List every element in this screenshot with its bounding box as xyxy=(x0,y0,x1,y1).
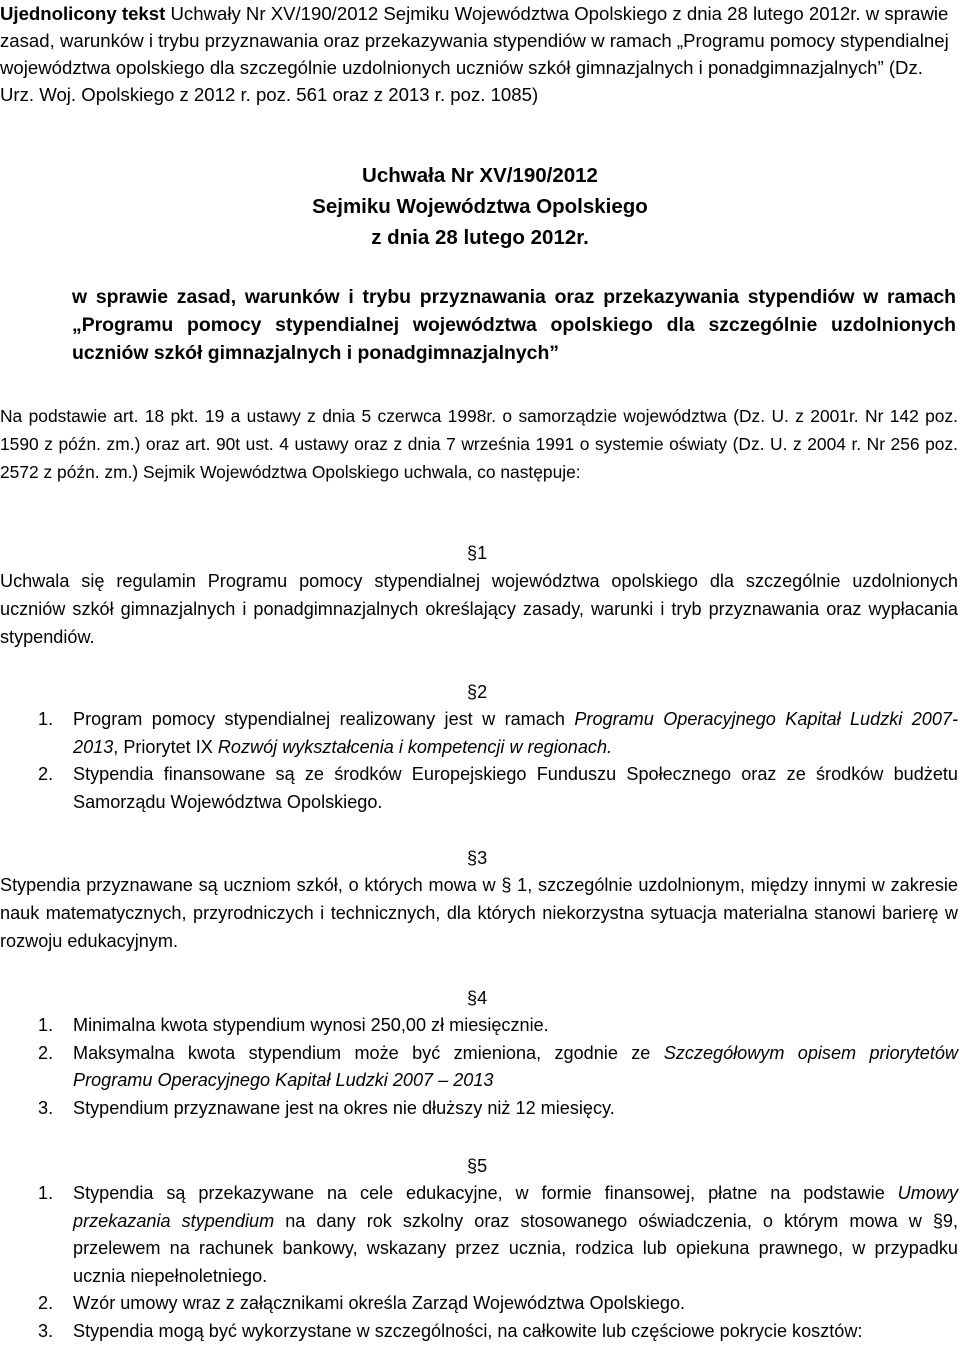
item-number: 2. xyxy=(38,1042,54,1063)
item-number: 1. xyxy=(38,1015,54,1035)
list-item xyxy=(0,761,958,816)
item-number: 2. xyxy=(38,1293,54,1313)
section-heading-3 xyxy=(467,846,487,870)
item-text: Stypendia finansowane są ze środków Europejskiego Funduszu Społecznego oraz ze środków budżetu Samorządu Województwa Opolskiego. xyxy=(73,764,958,812)
section-2-list xyxy=(0,706,958,816)
item-number: 1. xyxy=(38,1183,54,1203)
header-bold-label: Ujednolicony tekst xyxy=(0,3,166,24)
section-5-list xyxy=(0,1180,958,1345)
section-heading-2 xyxy=(467,680,487,704)
item-text-italic: Umowy przekazania stypendium xyxy=(73,1183,958,1231)
item-text: Stypendia mogą być wykorzystane w szczególności, na całkowite lub częściowe pokrycie kosztów: xyxy=(73,1320,863,1341)
section-number: 4 xyxy=(477,988,488,1008)
section-number: 2 xyxy=(477,682,488,702)
item-number: 1. xyxy=(38,709,54,729)
list-item xyxy=(0,1180,958,1290)
item-text-italic: Rozwój wykształcenia i kompetencji w regionach. xyxy=(217,736,613,757)
list-item xyxy=(0,1095,958,1123)
list-item xyxy=(0,1318,958,1346)
consolidated-text-header xyxy=(0,0,952,108)
item-text: Maksymalna kwota stypendium może być zmieniona, zgodnie ze xyxy=(73,1042,664,1063)
resolution-title: Uchwała Nr XV/190/2012 xyxy=(362,164,598,187)
item-text: Stypendium przyznawane jest na okres nie dłuższy niż 12 miesięcy. xyxy=(73,1097,615,1118)
section-symbol: § xyxy=(467,1156,478,1176)
section-symbol: § xyxy=(467,543,478,563)
item-text: Wzór umowy wraz z załącznikami określa Zarząd Województwa Opolskiego. xyxy=(73,1293,686,1313)
resolution-authority: Sejmiku Województwa Opolskiego xyxy=(312,195,648,218)
item-text-italic: Programu Operacyjnego Kapitał Ludzki 2007- 2013 xyxy=(73,709,958,757)
item-text-italic: Szczegółowym opisem priorytetów Programu Operacyjnego Kapitał Ludzki 2007 – 2013 xyxy=(73,1042,958,1090)
list-item xyxy=(0,1040,958,1095)
section-3-text: Stypendia przyznawane są uczniom szkół, o których mowa w § 1, szczególnie uzdolnionym, między innymi w zakresie nauk matematycznych, przyrodniczych i technicznych, dla których niekorzystna sytuacja materialna stanowi barierę w rozwoju edukacyjnym. xyxy=(0,875,958,951)
section-symbol: § xyxy=(467,682,478,702)
legal-basis: Na podstawie art. 18 pkt. 19 a ustawy z dnia 5 czerwca 1998r. o samorządzie województwa (Dz. U. z 2001r. Nr 142 poz. 1590 z późn. zm.) oraz art. 90t ust. 4 ustawy oraz z dnia 7 września 1991 o systemie oświaty (Dz. U. z 2004 r. Nr 256 poz. 2572 z późn. zm.) Sejmik Województwa Opolskiego uchwala, co następuje: xyxy=(0,406,958,482)
resolution-subject: w sprawie zasad, warunków i trybu przyznawania oraz przekazywania stypendiów w ramach „Programu pomocy stypendialnej województwa opolskiego dla szczególnie uzdolnionych uczniów szkół gimnazjalnych i ponadgimnazjalnych” xyxy=(72,286,956,364)
item-number: 3. xyxy=(38,1320,54,1341)
section-1-text: Uchwala się regulamin Programu pomocy stypendialnej województwa opolskiego dla szczególnie uzdolnionych uczniów szkół gimnazjalnych i ponadgimnazjalnych określający zasady, warunki i tryb przyznawania oraz wypłacania stypendiów. xyxy=(0,571,958,647)
section-number: 5 xyxy=(477,1156,488,1176)
section-symbol: § xyxy=(467,848,478,868)
section-heading-1 xyxy=(467,541,487,565)
item-text: na dany rok szkolny oraz stosowanego oświadczenia, o którym mowa w §9, przelewem na rachunek bankowy, wskazany przez ucznia, rodzica lub opiekuna prawnego, w przypadku ucznia niepełnoletniego. xyxy=(73,1210,958,1286)
list-item xyxy=(0,1290,958,1318)
item-text: Program pomocy stypendialnej realizowany jest w ramach xyxy=(73,709,575,729)
resolution-date: z dnia 28 lutego 2012r. xyxy=(371,226,589,249)
list-item xyxy=(0,1012,958,1040)
item-number: 3. xyxy=(38,1097,54,1118)
item-text: Stypendia są przekazywane na cele edukacyjne, w formie finansowej, płatne na podstawie xyxy=(73,1183,898,1203)
item-text: , Priorytet IX xyxy=(113,736,218,757)
section-4-list xyxy=(0,1012,958,1122)
header-text: Uchwały Nr XV/190/2012 Sejmiku Województwa Opolskiego z dnia 28 lutego 2012r. w sprawie zasad, warunków i trybu przyznawania oraz przekazywania stypendiów w ramach „Programu pomocy stypendialnej województwa opolskiego dla szczególnie uzdolnionych uczniów szkół gimnazjalnych i ponadgimnazjalnych” (Dz. Urz. Woj. Opolskiego z 2012 r. poz. 561 oraz z 2013 r. poz. 1085) xyxy=(0,3,949,105)
section-number: 3 xyxy=(477,848,488,868)
section-symbol: § xyxy=(467,988,478,1008)
item-text: Minimalna kwota stypendium wynosi 250,00 zł miesięcznie. xyxy=(73,1015,549,1035)
item-number: 2. xyxy=(38,764,54,784)
section-number: 1 xyxy=(477,543,488,563)
section-heading-4 xyxy=(467,986,487,1010)
section-heading-5 xyxy=(467,1154,487,1178)
list-item xyxy=(0,706,958,761)
